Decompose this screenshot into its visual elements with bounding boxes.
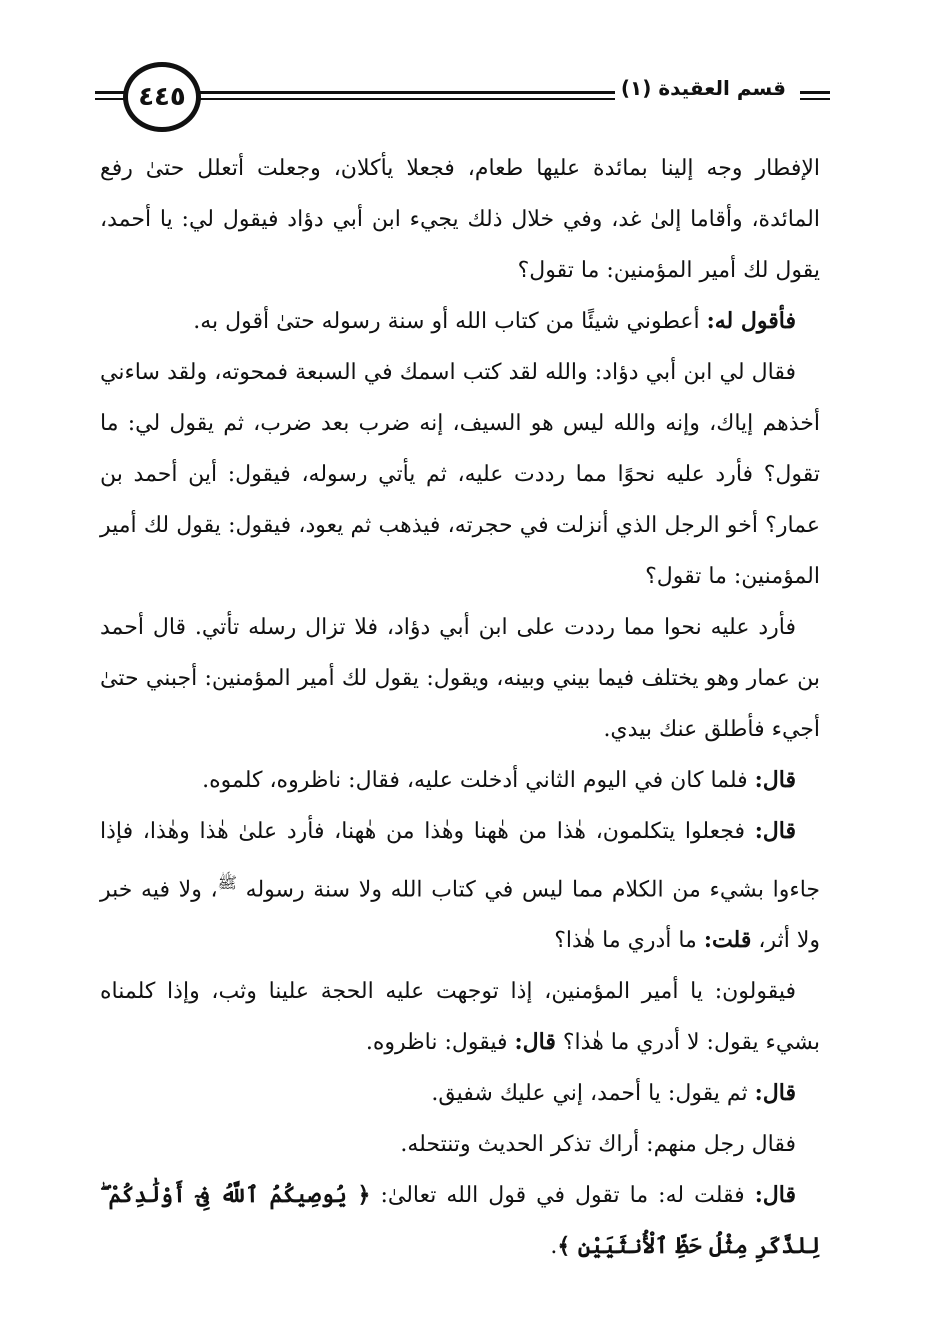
paragraph-text: فلما كان في اليوم الثاني أدخلت عليه، فقال: ناظروه، كلموه.: [202, 768, 755, 793]
paragraph-text: فقال لي ابن أبي دؤاد: والله لقد كتب اسمك في السبعة فمحوته، ولقد ساءني أخذهم إياك، وإنه والله ليس هو السيف، إنه ضرب بعد ضرب، ثم يقول لي: ما تقول؟ فأرد عليه نحوًا مما رددت عليه، ثم يأتي رسوله، فيقول: أين أحمد بن عمار؟ أخو الرجل الذي أنزلت في حجرته، فيذهب ثم يعود، فيقول: يقول لك أمير المؤمنين: ما تقول؟: [100, 360, 820, 589]
header-rule: [800, 98, 830, 100]
paragraph-text: فيقولون: يا أمير المؤمنين، إذا توجهت عليه الحجة علينا وثب، وإذا كلمناه بشيء يقول: لا أدري ما هٰذا؟: [100, 979, 820, 1056]
paragraph: [100, 1068, 820, 1119]
paragraph-lead: قال:: [754, 1080, 796, 1107]
paragraph: [100, 347, 820, 602]
paragraph-text: .: [550, 1234, 558, 1260]
paragraph-inline-bold: قال:: [514, 1029, 556, 1056]
header-rule: [200, 91, 615, 94]
paragraph-text: ثم يقول: يا أحمد، إني عليك شفيق.: [431, 1081, 755, 1107]
paragraph-text: الإفطار وجه إلينا بمائدة عليها طعام، فجعلا يأكلان، وجعلت أتعلل حتىٰ رفع المائدة، وأقاما إلىٰ غد، وفي خلال ذلك يجيء ابن أبي دؤاد فيقول لي: يا أحمد، يقول لك أمير المؤمنين: ما تقول؟: [100, 156, 820, 283]
paragraph: [100, 755, 820, 806]
paragraph-inline-bold: قلت:: [703, 927, 752, 954]
paragraph-text: ما أدري ما هٰذا؟: [554, 928, 704, 954]
header-rule: [95, 98, 125, 100]
paragraph-text: ، ولا فيه خبر ولا أثر،: [100, 877, 820, 954]
paragraph-text: أعطوني شيئًا من كتاب الله أو سنة رسوله حتىٰ أقول به.: [193, 309, 707, 334]
paragraph-lead: فأقول له:: [706, 308, 796, 334]
paragraph-text: فأرد عليه نحوا مما رددت على ابن أبي دؤاد، فلا تزال رسله تأتي. قال أحمد بن عمار وهو يختلف فيما بيني وبينه، ويقول: يقول لك أمير المؤمنين: أجبني حتىٰ أجيء فأطلق عنك بيدي.: [100, 615, 820, 742]
header-rule: [95, 91, 125, 94]
paragraph: [100, 1170, 820, 1272]
paragraph-lead: قال:: [754, 818, 797, 844]
paragraph-lead: قال:: [754, 1182, 797, 1209]
page-header: [95, 58, 830, 138]
page-number: ٤٤٥: [138, 82, 186, 112]
paragraph: [100, 296, 820, 347]
paragraph-text: فيقول: ناظروه.: [365, 1030, 515, 1056]
paragraph-text: فقلت له: ما تقول في قول الله تعالىٰ:: [370, 1183, 755, 1209]
paragraph: [100, 1119, 820, 1170]
honorific-glyph: ﷺ: [217, 873, 237, 892]
paragraph-text: فجعلوا يتكلمون، هٰذا من هٰهنا وهٰذا من هٰهنا، فأرد علىٰ هٰذا وهٰذا، فإذا جاءوا بشيء من الكلام مما ليس في كتاب الله ولا سنة رسوله: [100, 819, 820, 903]
paragraph-text: فقال رجل منهم: أراك تذكر الحديث وتنتحله.: [400, 1132, 796, 1158]
quran-verse: ﴿ يُوصِيكُمُ ٱللَّهُ فِىٓ أَوْلَٰدِكُمْ ۖ لِلذَّكَرِ مِثْلُ حَظِّ ٱلْأُنثَيَيْنِ ﴾: [100, 1182, 820, 1260]
paragraph: [100, 966, 820, 1068]
page-number-frame: [123, 62, 201, 132]
body-text: [100, 143, 820, 1272]
header-rule: [200, 98, 615, 100]
paragraph: [100, 602, 820, 755]
header-rule: [800, 91, 830, 94]
paragraph: [100, 806, 820, 966]
paragraph-lead: قال:: [754, 767, 796, 793]
running-head: قسم العقيدة (١): [615, 76, 792, 100]
paragraph: [100, 143, 820, 296]
